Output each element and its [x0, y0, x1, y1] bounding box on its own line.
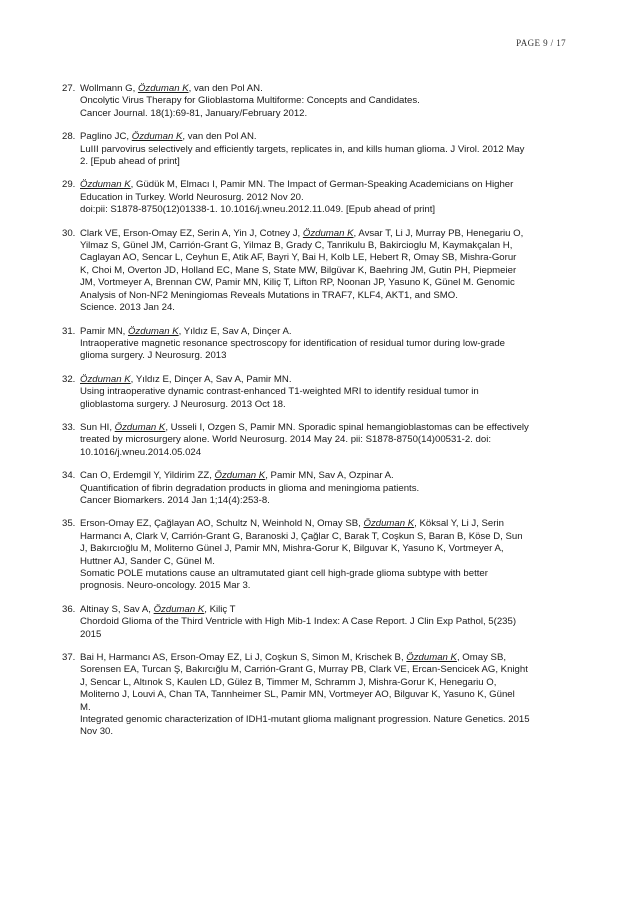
reference-line	[80, 495, 582, 507]
highlighted-author: Özduman K	[131, 131, 183, 143]
reference-line	[80, 290, 582, 302]
reference-line	[80, 568, 582, 580]
reference-text-run: Pamir MN,	[80, 325, 128, 337]
reference-text-run: , Omay SB,	[456, 652, 507, 664]
reference-line	[80, 156, 582, 168]
highlighted-author: Özduman K	[153, 603, 205, 615]
reference-number: 29.	[62, 179, 76, 191]
reference-text-run: LuIII parvovirus selectively and efficiently targets, replicates in, and kills human glioma. J Virol. 2012 May	[80, 143, 525, 155]
reference-text-run: doi:pii: S1878-8750(12)01338-1. 10.1016/j.wneu.2012.11.049. [Epub ahead of print]	[80, 204, 436, 216]
reference-text-run: glioma surgery. J Neurosurg. 2013	[80, 350, 227, 362]
reference-text-run: treated by microsurgery alone. World Neurosurg. 2014 May 24. pii: S1878-8750(14)00531-2. doi:	[80, 434, 491, 446]
reference-text-run: Oncolytic Virus Therapy for Glioblastoma Multiforme: Concepts and Candidates.	[80, 95, 420, 107]
reference-text-run: Caglayan AO, Sencar L, Ceyhun E, Atik AF, Bayri Y, Bai H, Kolb LE, Hebert R, Omay SB, Mishra-Gorur	[80, 252, 517, 264]
reference-text	[80, 228, 582, 315]
reference-text-run: Education in Turkey. World Neurosurg. 2012 Nov 20.	[80, 191, 304, 203]
reference-text	[80, 422, 582, 459]
reference-text-run: , Köksal Y, Li J, Serin	[414, 518, 504, 530]
reference-item	[62, 470, 582, 507]
reference-text-run: Nov 30.	[80, 726, 114, 738]
reference-text-run: , Yıldız E, Sav A, Dinçer A.	[178, 325, 292, 337]
reference-list	[62, 83, 582, 750]
reference-text-run: , Kiliç T	[204, 603, 236, 615]
reference-line	[80, 518, 582, 530]
highlighted-author: Özduman K	[406, 652, 457, 664]
reference-line	[80, 302, 582, 314]
reference-text	[80, 518, 582, 592]
reference-text	[80, 131, 582, 168]
reference-text-run: K, Choi M, Overton JD, Holland EC, Mane S, State MW, Bilgüvar K, Baehring JM, Gutin PH, Piepmeier	[80, 264, 517, 276]
reference-item	[62, 179, 582, 216]
reference-line	[80, 531, 582, 543]
reference-line	[80, 338, 582, 350]
page-number: PAGE 9 / 17	[516, 38, 566, 48]
reference-text-run: Harmancı A, Clark V, Carrión-Grant G, Baranoski J, Çağlar C, Barak T, Coşkun S, Baran B, Köse D, Sun	[80, 530, 523, 542]
reference-line	[80, 277, 582, 289]
reference-text-run: JM, Vortmeyer A, Brennan CW, Pamir MN, Kiliç T, Lifton RP, Noonan JP, Yasuno K, Günel M. Genomic	[80, 277, 515, 289]
reference-text	[80, 326, 582, 363]
reference-text-run: J, Bakırcıoğlu M, Moliterno Günel J, Pamir MN, Mishra-Gorur K, Bilguvar K, Yasuno K, Vortmeyer A,	[80, 543, 504, 555]
highlighted-author: Özduman K	[114, 421, 166, 433]
reference-line	[80, 652, 582, 664]
reference-text-run: , Güdük M, Elmacı I, Pamir MN. The Impact of German-Speaking Academicians on Higher	[130, 179, 514, 191]
reference-line	[80, 350, 582, 362]
reference-line	[80, 483, 582, 495]
reference-line	[80, 326, 582, 338]
reference-line	[80, 604, 582, 616]
reference-line	[80, 543, 582, 555]
reference-text-run: , Avsar T, Li J, Murray PB, Henegariu O,	[353, 227, 524, 239]
reference-line	[80, 399, 582, 411]
reference-text-run: Analysis of Non-NF2 Meningiomas Reveals Mutations in TRAF7, KLF4, AKT1, and SMO.	[80, 289, 458, 301]
reference-line	[80, 95, 582, 107]
reference-line	[80, 131, 582, 143]
reference-line	[80, 204, 582, 216]
reference-line	[80, 386, 582, 398]
reference-line	[80, 144, 582, 156]
reference-text-run: Using intraoperative dynamic contrast-enhanced T1-weighted MRI to identify residual tumor in	[80, 386, 479, 398]
reference-text-run: Sorensen EA, Turcan Ş, Bakırcığlu M, Carrión-Grant G, Murray PB, Clark VE, Ercan-Sencicek AG, Knight	[80, 664, 528, 676]
reference-item	[62, 518, 582, 592]
reference-line	[80, 616, 582, 628]
reference-number: 37.	[62, 652, 76, 664]
reference-line	[80, 434, 582, 446]
reference-item	[62, 604, 582, 641]
reference-text	[80, 604, 582, 641]
reference-line	[80, 179, 582, 191]
reference-number: 32.	[62, 373, 76, 385]
reference-line	[80, 702, 582, 714]
reference-line	[80, 470, 582, 482]
reference-text-run: , Pamir MN, Sav A, Ozpinar A.	[265, 470, 394, 482]
reference-number: 33.	[62, 421, 76, 433]
reference-text-run: glioblastoma surgery. J Neurosurg. 2013 Oct 18.	[80, 398, 286, 410]
highlighted-author: Özduman K	[302, 227, 354, 239]
reference-text-run: Chordoid Glioma of the Third Ventricle with High Mib-1 Index: A Case Report. J Clin Exp Pathol, 5(235)	[80, 616, 517, 628]
reference-item	[62, 83, 582, 120]
reference-text-run: Cancer Biomarkers. 2014 Jan 1;14(4):253-8.	[80, 494, 270, 506]
reference-text-run: Integrated genomic characterization of IDH1-mutant glioma malignant progression. Nature Genetics. 2015	[80, 714, 530, 726]
reference-text-run: Somatic POLE mutations cause an ultramutated giant cell high-grade glioma subtype with better	[80, 568, 488, 579]
reference-text-run: , van den Pol AN.	[188, 83, 263, 94]
reference-number: 35.	[62, 518, 76, 530]
reference-item	[62, 326, 582, 363]
reference-number: 31.	[62, 325, 76, 337]
reference-item	[62, 374, 582, 411]
reference-text-run: Yilmaz S, Günel JM, Carrión-Grant G, Yilmaz B, Grady C, Tanrikulu B, Bakircioglu M, Kaymakçalan H,	[80, 240, 513, 252]
reference-line	[80, 689, 582, 701]
reference-text-run: 2. [Epub ahead of print]	[80, 156, 180, 168]
highlighted-author: Özduman K	[127, 325, 179, 337]
reference-text-run: Huttner AJ, Sander C, Günel M.	[80, 555, 215, 567]
highlighted-author: Özduman K	[137, 83, 189, 94]
reference-line	[80, 580, 582, 592]
reference-number: 28.	[62, 131, 76, 143]
highlighted-author: Özduman K	[363, 518, 415, 530]
reference-text-run: M.	[80, 701, 91, 713]
highlighted-author: Özduman K	[80, 179, 131, 191]
reference-item	[62, 422, 582, 459]
reference-line	[80, 677, 582, 689]
reference-text	[80, 83, 582, 120]
reference-line	[80, 374, 582, 386]
reference-line	[80, 265, 582, 277]
reference-line	[80, 447, 582, 459]
reference-text-run: Altinay S, Sav A,	[80, 603, 154, 615]
highlighted-author: Özduman K	[80, 373, 131, 385]
reference-line	[80, 192, 582, 204]
reference-text-run: 10.1016/j.wneu.2014.05.024	[80, 446, 202, 458]
reference-text	[80, 652, 582, 739]
reference-text-run: Cancer Journal. 18(1):69-81, January/February 2012.	[80, 107, 308, 119]
reference-text-run: , Yıldız E, Dinçer A, Sav A, Pamir MN.	[130, 373, 292, 385]
reference-text-run: Moliterno J, Louvi A, Chan TA, Tannheimer SL, Pamir MN, Vortmeyer AO, Bilguvar K, Yasuno K, Günel	[80, 689, 515, 701]
reference-text-run: Bai H, Harmancı AS, Erson-Omay EZ, Li J, Coşkun S, Simon M, Krischek B,	[80, 652, 407, 664]
reference-number: 34.	[62, 470, 76, 482]
reference-text-run: Erson-Omay EZ, Çağlayan AO, Schultz N, Weinhold N, Omay SB,	[80, 518, 364, 530]
reference-text-run: Paglino JC,	[80, 131, 132, 143]
reference-text	[80, 470, 582, 507]
reference-text-run: 2015	[80, 628, 102, 640]
highlighted-author: Özduman K	[214, 470, 266, 482]
reference-line	[80, 556, 582, 568]
reference-line	[80, 228, 582, 240]
reference-text-run: Intraoperative magnetic resonance spectroscopy for identification of residual tumor during low-grade	[80, 337, 506, 349]
reference-item	[62, 131, 582, 168]
reference-text	[80, 374, 582, 411]
reference-item	[62, 228, 582, 315]
reference-line	[80, 83, 582, 95]
reference-number: 30.	[62, 227, 76, 239]
reference-line	[80, 108, 582, 120]
reference-line	[80, 629, 582, 641]
reference-line	[80, 252, 582, 264]
reference-text-run: Wollmann G,	[80, 83, 138, 94]
reference-text-run: Sun HI,	[80, 421, 115, 433]
reference-line	[80, 240, 582, 252]
reference-line	[80, 726, 582, 738]
reference-text-run: Clark VE, Erson-Omay EZ, Serin A, Yin J, Cotney J,	[80, 227, 303, 239]
reference-text-run: J, Sencar L, Altınok S, Kaulen LD, Gülez B, Timmer M, Schramm J, Mishra-Gorur K, Henegariu O,	[80, 676, 497, 688]
reference-text-run: , van den Pol AN.	[182, 131, 257, 143]
reference-text-run: Can O, Erdemgil Y, Yildirim ZZ,	[80, 470, 215, 482]
reference-text-run: prognosis. Neuro-oncology. 2015 Mar 3.	[80, 580, 251, 592]
reference-line	[80, 422, 582, 434]
reference-item	[62, 652, 582, 739]
reference-line	[80, 714, 582, 726]
reference-text-run: Quantification of fibrin degradation products in glioma and meningioma patients.	[80, 482, 420, 494]
reference-text	[80, 179, 582, 216]
reference-text-run: Science. 2013 Jan 24.	[80, 302, 175, 314]
reference-number: 27.	[62, 83, 76, 94]
reference-number: 36.	[62, 603, 76, 615]
reference-text-run: , Usseli I, Ozgen S, Pamir MN. Sporadic spinal hemangioblastomas can be effectively	[165, 421, 529, 433]
reference-line	[80, 664, 582, 676]
